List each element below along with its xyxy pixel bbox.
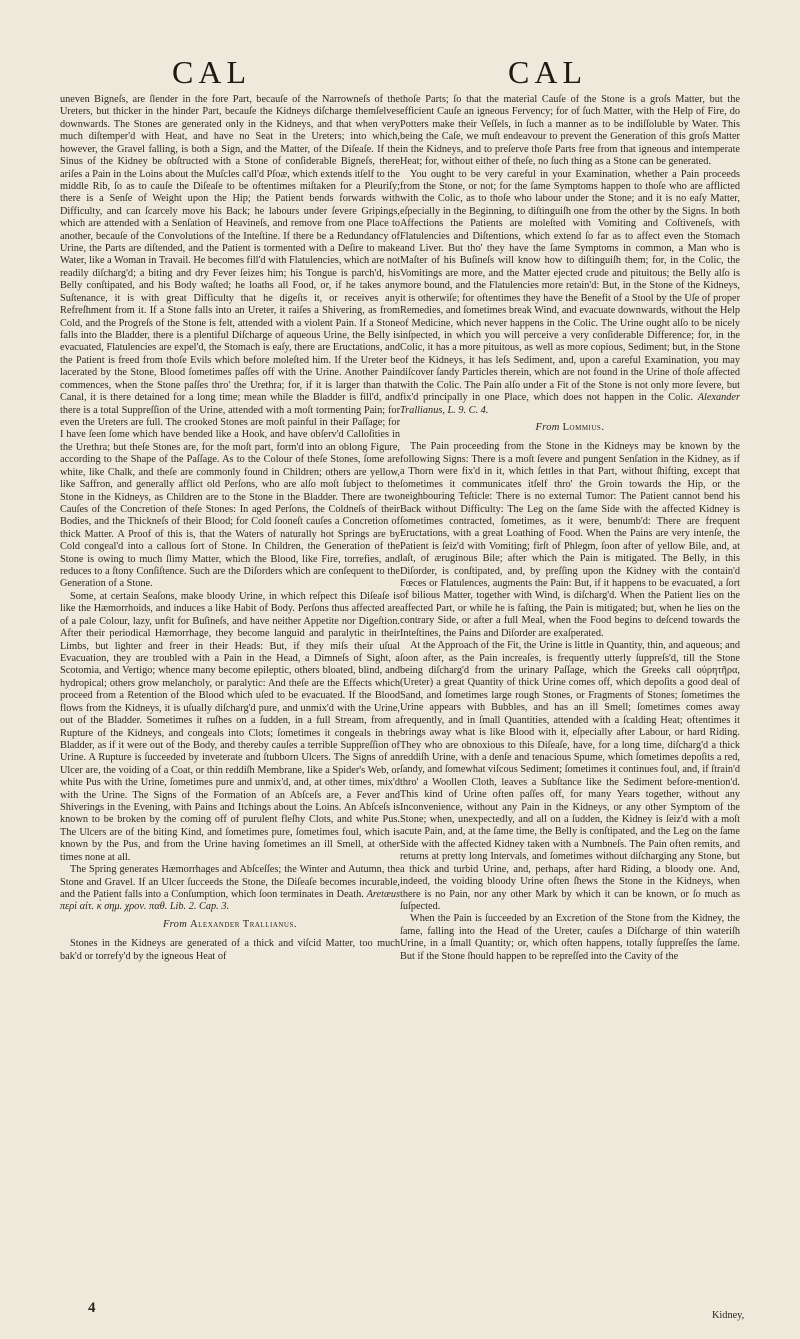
paragraph: uneven Bigneſs, are ſlender in the fore Part, becauſe of the Narrowneſs of the Ureters, but thicker in the hinder Part, becauſe the Kidneys diſcharge themſelves downwards. The Stones are generated only in the Kidneys, and that when very much diſtemper'd with Heat, and have no Seat in the Ureters; into which, however, the Gravel falling, is both a Sign, and the Matter, of the Diſeaſe. If the Sinus of the Kidney be obſtructed with a Stone of conſiderable Bigneſs, there ariſes a Pain in the Loins about the Muſcles call'd Pſoæ, which extends itſelf to the middle Rib, ſo as to cauſe the Diſeaſe to be oftentimes miſtaken for a Pleuriſy; there is a Senſe of Weight upon the Hip; the Patient bends forwards with Difficulty, and can ſcarcely move his Back; he labours under ſevere Gripings, which are attended with a Senſation of Heavineſs, and remove from one Place to another, becauſe of the Convolutions of the Inteſtine. If there be a Redundancy of Urine, the Parts are diſtended, and the Patient is tormented with a Deſire to make Water, like a Woman in Travail. He becomes fill'd with Flatulencies, which are not readily diſcharg'd; a biting and dry Fever ſeizes him; his Tongue is parch'd, his Belly conſtipated, and his Body waſted; he loaths all Food, or, if he takes any Suſtenance, it is with great Difficulty that he digeſts it, or receives any Refreſhment from it. If a Stone falls into an Ureter, it raiſes a Shivering, as from Cold, and the Progreſs of the Stone is felt, attended with a violent Pain. If a Stone falls into the Bladder, there is a plentiful Diſcharge of aqueous Urine, the Belly is evacuated, Flatulencies are expel'd, the Stomach is eaſy, there are Eructations, and the Patient is freed from thoſe Evils which before moleſted him. If the Ureter be lacerated by the Stone, Blood ſometimes paſſes off with the Urine. Another Pain commences, when the Stone paſſes thro' the Urethra; for, if it is larger than that Canal, it is there detained for a long time; mean while the Bladder is fill'd, and there is a total Suppreſſion of the Urine, attended with a moſt tormenting Pain; for even the Ureters are full. The crooked Stones are moſt painful in their Paſſage; for I have ſeen ſome which have bended like a Hook, and have obſerv'd Calloſities in the Urethra; but theſe Stones are, for the moſt part, form'd into an oblong Figure, according to the Shape of the Paſſage. As to the Colour of theſe Stones, ſome are white, like Chalk, and theſe are commonly found in Children; others are yellow, like Saffron, and generally afflict old Perſons, who are alſo moſt ſubject to the Stone in the Kidneys, as Children are to the Stone in the Bladder. There are two Cauſes of the Concretion of theſe Stones: In aged Perſons, the Coldneſs of their Bodies, and the Thickneſs of their Blood; for Cold ſooneſt cauſes a Concretion of thick Matter. A Proof of this is, that the Waters of naturally hot Springs are by Cold congeal'd into a callous ſort of Stone. In Children, the Generation of the Stone is owing to much ſlimy Matter, which the Blood, like Fire, torrefies, and reduces to a ſtony Conſiſtence. Such are the Diſorders which are conſequent to the Generation of a Stone. [60,94,400,590]
paragraph: At the Approach of the Fit, the Urine is little in Quantity, thin, and aqueous; and ſoon after, as the Pain increaſes, is frequently utterly ſuppreſs'd, till the Stone being diſcharg'd from the urinary Paſſage, which the Greeks call οὐρητῆρα, (Ureter) a great Quantity of thick Urine comes off, which depoſits a good deal of Sand, and ſometimes large rough Stones, or Fragments of Stones; ſometimes the Urine appears with Bubbles, and has an ill Smell; ſometimes comes away frequently, and in ſmall Quantities, attended with a ſcalding Heat; oftentimes it brings away what is like Blood with it, eſpecially after Labour, or hard Riding. They who are obnoxious to this Diſeaſe, have, for a long time, diſcharg'd a thick reddiſh Urine, with a denſe and tenacious Spume, which ſometimes depoſits a red, ſandy, and ſomewhat viſcous Sediment; ſometimes it continues foul, and, if ſtrain'd thro' a Woollen Cloth, leaves a Subſtance like the Sediment before-mention'd. This kind of Urine often paſſes off, for many Years together, without any Inconvenience, without any Pain in the Kidneys, or any other Symptom of the Stone; when, unexpectedly, and all on a ſudden, the Kidney is ſeiz'd with a moſt acute Pain, and, at the ſame time, the Belly is conſtipated, and the Leg on the ſame Side with the affected Kidney taken with a Numbneſs. The Pain often remits, and returns at pretty long Intervals, and ſometimes without diſcharging any Stone, but a thick and turbid Urine, and, perhaps, after hard Riding, a bloody one. And, indeed, the voiding bloody Urine often ſhews the Stone in the Kidneys, when there is no Pain, nor any other Mark by which it can be known, or ſo much as ſuſpected. [400,640,740,912]
running-head-left: CAL [172,54,251,90]
right-column [400,94,740,1294]
paragraph: thoſe Parts; ſo that the material Cauſe of the Stone is a groſs Matter, but the efficient Cauſe an igneous Fervency; for of ſuch Matter, with the Help of Fire, do Potters make their Veſſels, in ſuch a manner as to be indiſſoluble by Water. This being the Caſe, we muſt endeavour to prevent the Generation of this groſs Matter in the Kidneys, and to preſerve thoſe Parts free from that igneous and intemperate Heat; for, without either of theſe, no ſuch thing as a Stone can be generated. [400,94,740,168]
paragraph-text: The Spring generates Hæmorrhages and Abſceſſes; the Winter and Autumn, the Stone and Gravel. If an Ulcer ſucceeds the Stone, the Diſeaſe becomes incurable, and the Patient falls into a Conſumption, which ſoon terminates in Death. [60,864,400,900]
left-column [60,94,400,1294]
paragraph: When the Pain is ſucceeded by an Excretion of the Stone from the Kidney, the ſame, falling into the Head of the Ureter, cauſes a Diſcharge of thin wateriſh Urine, in a ſmall Quantity; or, which often happens, totally ſuppreſſes the ſame. But if the Stone ſhould happen to be repreſſed into the Cavity of the [400,913,740,962]
running-head-right: CAL [508,54,587,90]
paragraph: The Pain proceeding from the Stone in the Kidneys may be known by the following Signs: There is a moſt ſevere and pungent Senſation in the Kidney, as if a Thorn were fix'd in it, which ſettles in that Part, without ſhifting, except that ſometimes it communicates itſelf thro' the Groin towards the Hip, or the neighbouring Teſticle: There is no external Tumor: The Patient cannot bend his Back without Difficulty: The Leg on the ſame Side with the affected Kidney is ſometimes contracted, ſometimes, as it were, benumb'd: There are frequent Eructations, with a great Loathing of Food. When the Pains are very intenſe, the Patient is ſeiz'd with Vomiting; firſt of Phlegm, ſoon after of yellow Bile, and, at laſt, of æruginous Bile; after which the Pain is mitigated. The Belly, in this Diſorder, is conſtipated, and, by preſſing upon the Kidney with the contain'd Fœces or Flatulences, augments the Pain: But, if it happens to be evacuated, a ſort of bilious Matter, together with Wind, is diſcharg'd. When the Patient lies on the affected Part, or while he is faſting, the Pain is mitigated; but, when he lies on the contrary Side, or after a full Meal, when the Food begins to deſcend towards the Inteſtines, the Pains and Diſorder are exaſperated. [400,441,740,639]
heading-prefix: From [162,918,188,930]
catchword: Kidney, [712,1310,745,1321]
section-heading [60,919,400,931]
paragraph: Some, at certain Seaſons, make bloody Urine, in which reſpect this Diſeaſe is like the Hæmorrhoids, and induces a like Habit of Body. Perſons thus affected are of a pale Colour, lazy, unfit for Buſineſs, and have neither Appetite nor Digeſtion. After their periodical Hæmorrhage, they become languid and paralytic in their Limbs, but lighter and freer in their Heads: But, if they miſs their uſual Evacuation, they are troubled with a Pain in the Head, a Dimneſs of Sight, a Scotomia, and Vertigo; whence many become epileptic, others bloated, blind, and hydropical; others grow melancholy, or paralytic: And theſe are the Effects which proceed from a Retention of the Blood which uſed to be evacuated. If the Blood flows from the Kidneys, it is uſually diſcharg'd pure, and unmix'd with the Urine, out of the Bladder. Sometimes it ruſhes on a ſudden, in a full Stream, from a Rupture of the Kidneys, and congeals into Clots; ſometimes it congeals in the Bladder, as if it were out of the Body, and thereby cauſes a terrible Suppreſſion of Urine. A Rupture is ſucceeded by inveterate and ſtubborn Ulcers. The Signs of an Ulcer are, the voiding of a Coat, or thin reddiſh Membrane, like a Spider's Web, or white Pus with the Urine, ſometimes pure and unmix'd, and, at other times, mix'd with the Urine. The Signs of the Formation of an Abſceſs are, a Fever and Shiverings in the Evening, with Pains and Itchings about the Loins. An Abſceſs is known to be broken by the coming off of purulent fleſhy Clots, and white Pus. The Ulcers are of the biting Kind, and ſometimes pure, ſometimes foul, which is known by the Pus, and from the Urine having ſometimes an ill Smell, at other times none at all. [60,590,400,863]
heading-prefix: From [535,421,560,433]
citation: Aretæus περὶ αἰτ. κ̀ σημ. χρον. παθ. Lib. 2. Cap. 3. [60,889,400,913]
paragraph-text: You ought to be very careful in your Examination, whether a Pain proceeds from the Stone, or not; for the ſame Symptoms happen to thoſe who are afflicted with the Colic, as to thoſe who labour under the Stone; and it is no eaſy Matter, eſpecially in the Beginning, to diſtinguiſh one from the other by the Signs. In both Affections the Patients are moleſted with Vomiting and Coſtiveneſs, with Flatulencies and Diſtentions, which extend ſo far as to affect even the Stomach and Liver. But tho' they have the ſame Symptoms in common, a Man who is Maſter of his Buſineſs will know how to diſtinguiſh them; for, in the Colic, the Vomitings are more, and the Matter ejected crude and pituitous; the Belly alſo is more bound, and the Flatulencies more retain'd: But, in the Stone of the Kidneys, it is otherwiſe; for oftentimes they have the Benefit of a Stool by the Uſe of proper Remedies, and ſometimes break Wind, and evacuate downwards, without the Help of Medicine, which never happens in the Colic. The Urine ought alſo to be nicely inſpected, in which you will perceive a very conſiderable Difference; for, in the Colic, it has a more pituitous, as well as more copious, Sediment; but, in the Stone of the Kidneys, it has leſs Sediment, and, upon a careful Examination, you may diſcover ſandy Particles therein, which are not found in the Urine of thoſe affected with the Colic. The Pain alſo under a Fit of the Stone is not only more ſevere, but fix'd principally in one Place, which does not happen in the Colic. [400,168,740,404]
paragraph [400,169,740,417]
citation: Alexander Trallianus, L. 9. C. 4. [400,392,740,416]
paragraph [60,864,400,914]
heading-author: Alexander Trallianus. [190,918,298,930]
page-number: 4 [88,1300,96,1316]
section-heading [400,422,740,434]
paragraph: Stones in the Kidneys are generated of a thick and viſcid Matter, too much bak'd or torrefy'd by the igneous Heat of [60,938,400,962]
heading-author: Lommius. [562,421,605,433]
